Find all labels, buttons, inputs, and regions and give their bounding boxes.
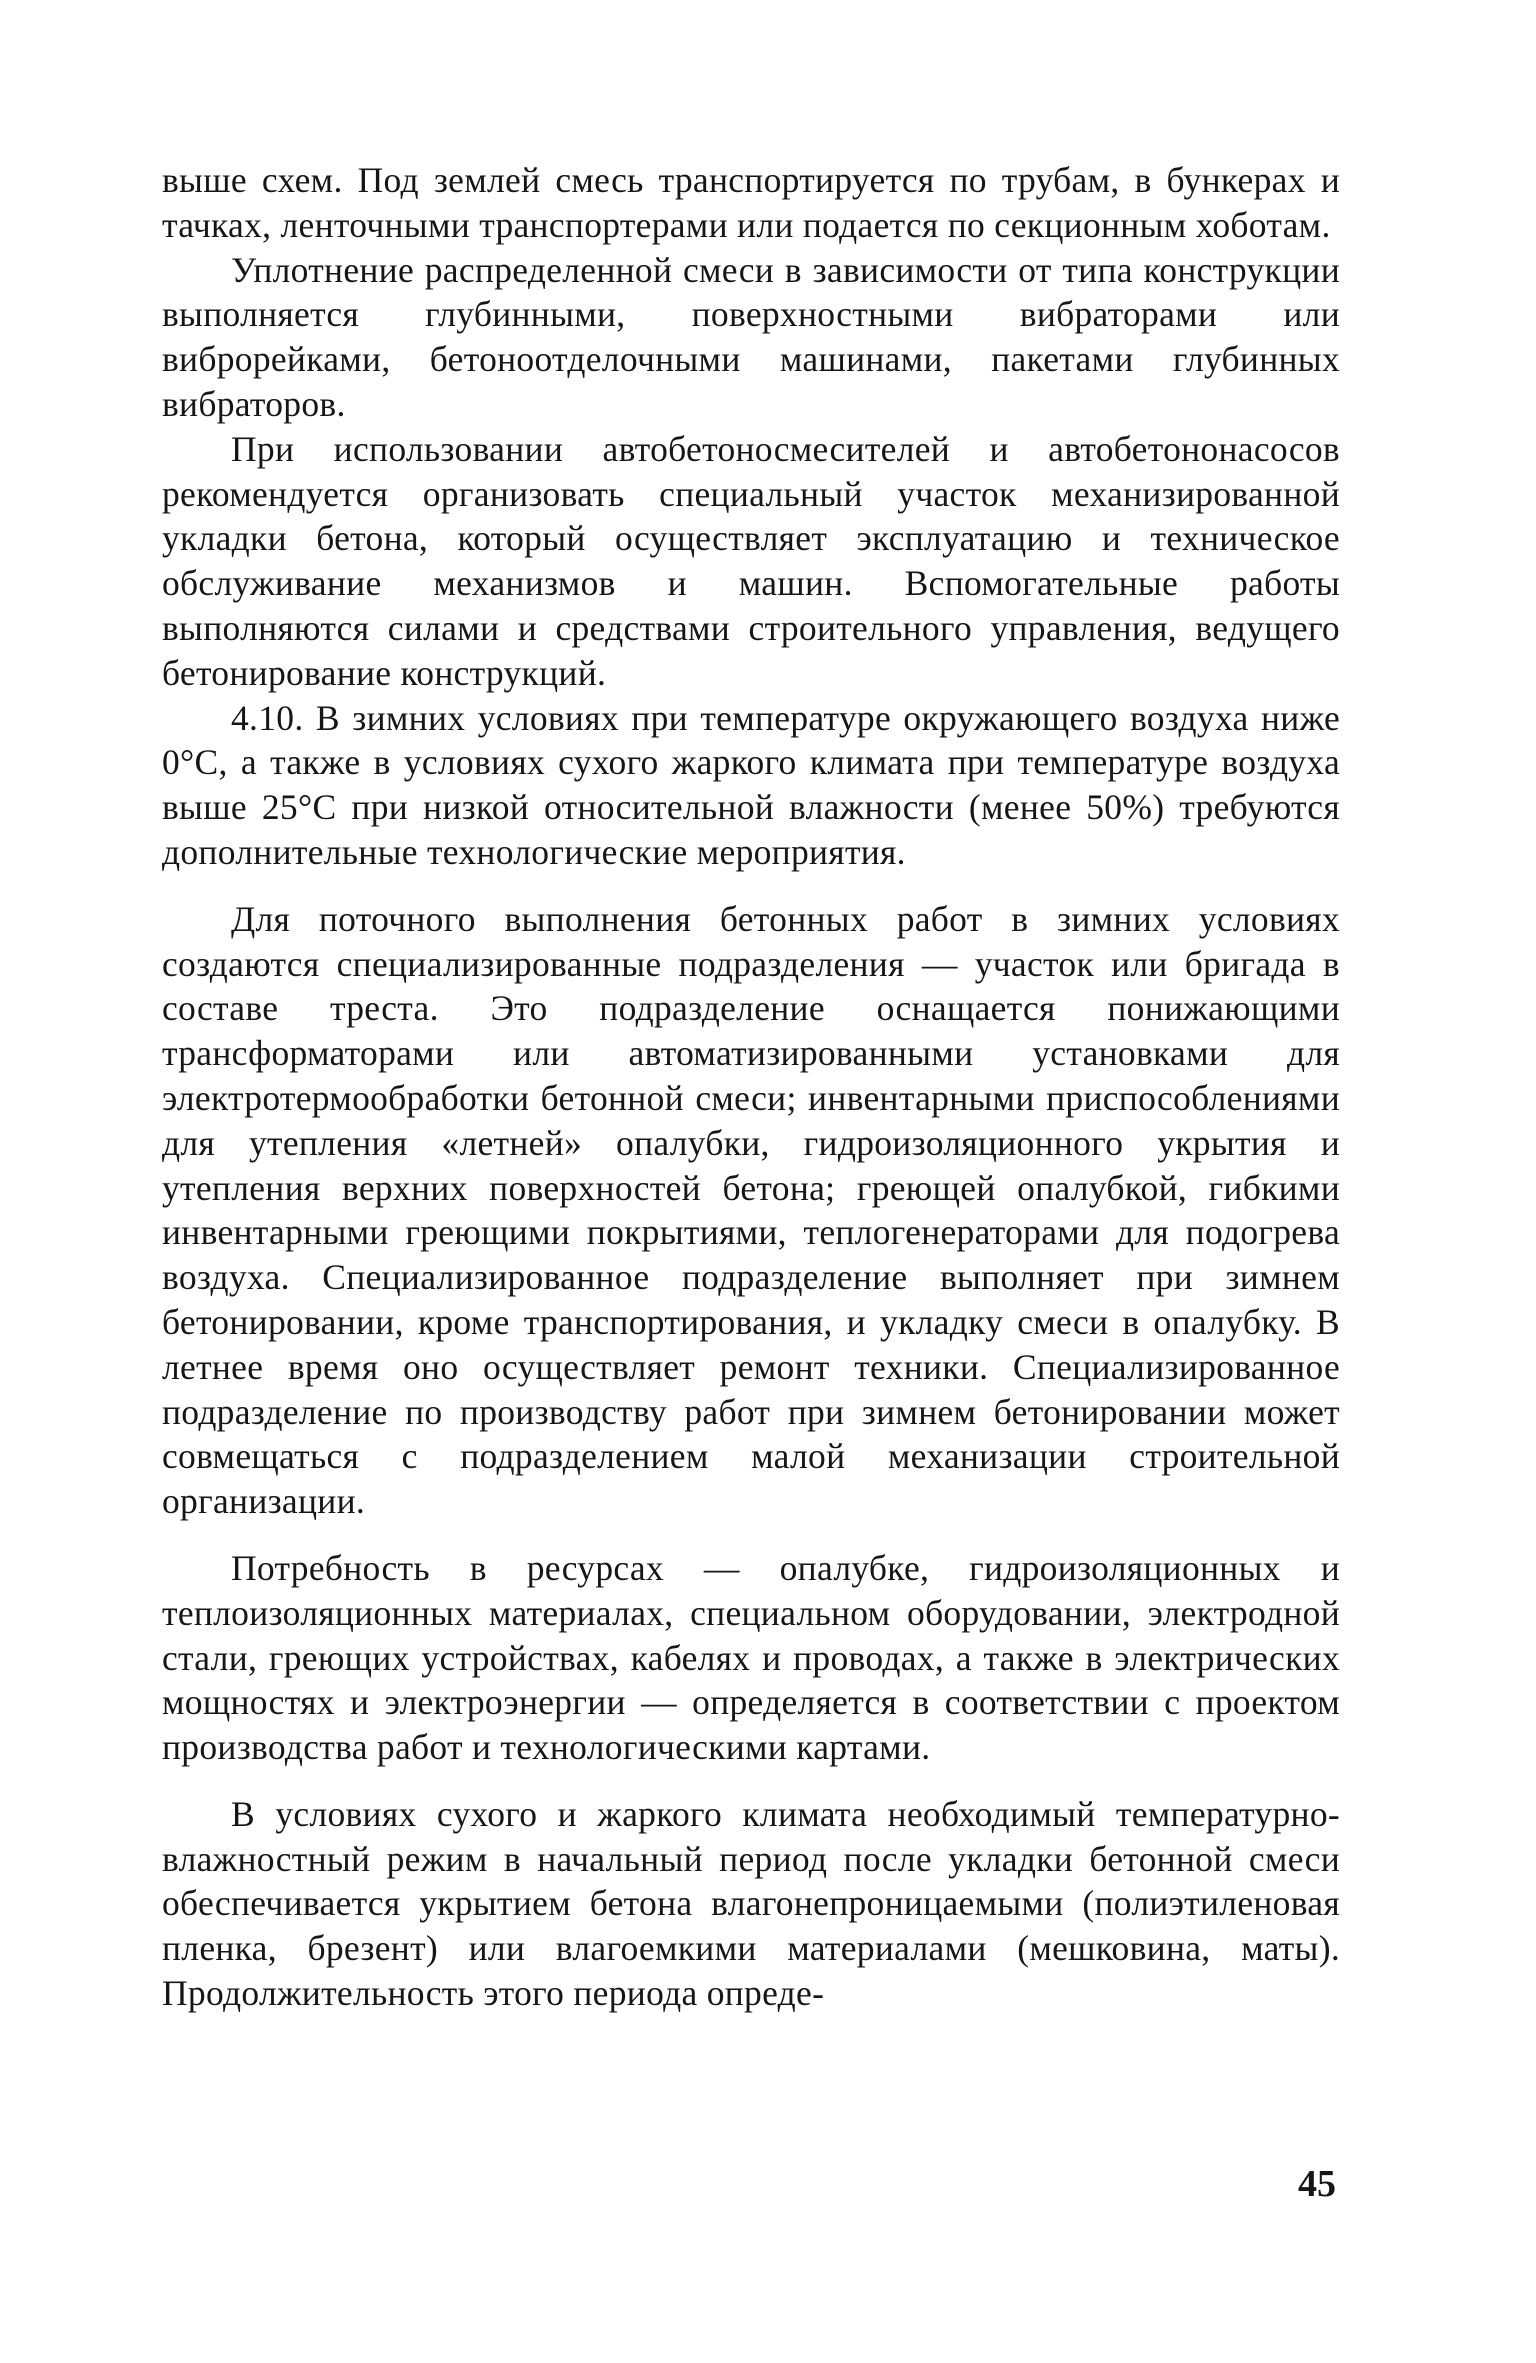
paragraph-compaction: Уплотнение распределенной смеси в зависимости от типа конструкции выполняется глубинными, поверхностными вибраторами или виброрейками, бетоноотделочными машинами, пакетами глубинных вибраторов. — [162, 249, 1340, 424]
page-number: 45 — [1298, 2163, 1336, 2205]
paragraph-winter-subdivisions: Для поточного выполнения бетонных работ в зимних условиях создаются специализированные подразделения — участок или бригада в составе треста. Это подразделение оснащается понижающими трансформаторами или автоматизированными установками для электротермообработки бетонной смеси; инвентарными приспособлениями для утепления «летней» опалубки, гидроизоляционного укрытия и утепления верхних поверхностей бетона; греющей опалубкой, гибкими инвентарными греющими покрытиями, теплогенераторами для подогрева воздуха. Специализированное подразделение выполняет при зимнем бетонировании, кроме транспортирования, и укладку смеси в опалубку. В летнее время оно осуществляет ремонт техники. Специализированное подразделение по производству работ при зимнем бетонировании может совмещаться с подразделением малой механизации строительной организации. — [162, 898, 1340, 1522]
paragraph-hot-climate: В условиях сухого и жаркого климата необходимый температурно-влажностный режим в начальный период после укладки бетонной смеси обеспечивается укрытием бетона влагонепроницаемыми (полиэтиленовая пленка, брезент) или влагоемкими материалами (мешковина, маты). Продолжительность этого периода опреде- — [162, 1793, 1340, 2014]
paragraph-mixer-trucks: При использовании автобетоносмесителей и автобетононасосов рекомендуется организовать специальный участок механизированной укладки бетона, который осуществляет эксплуатацию и техническое обслуживание механизмов и машин. Вспомогательные работы выполняются силами и средствами строительного управления, ведущего бетонирование конструкций. — [162, 428, 1340, 693]
paragraph-resource-requirements: Потребность в ресурсах — опалубке, гидроизоляционных и теплоизоляционных материалах, специальном оборудовании, электродной стали, греющих устройствах, кабелях и проводах, а также в электрических мощностях и электроэнергии — определяется в соответствии с проектом производства работ и технологическими картами. — [162, 1547, 1340, 1768]
paragraph-continuation: выше схем. Под землей смесь транспортируется по трубам, в бункерах и тачках, ленточными транспортерами или подается по секционным хоботам. — [162, 160, 1340, 245]
page-body — [162, 158, 1340, 2016]
paragraph-section-4-10: 4.10. В зимних условиях при температуре окружающего воздуха ниже 0°С, а также в условиях сухого жаркого климата при температуре воздуха выше 25°С при низкой относительной влажности (менее 50%) требуются дополнительные технологические мероприятия. — [162, 697, 1340, 872]
